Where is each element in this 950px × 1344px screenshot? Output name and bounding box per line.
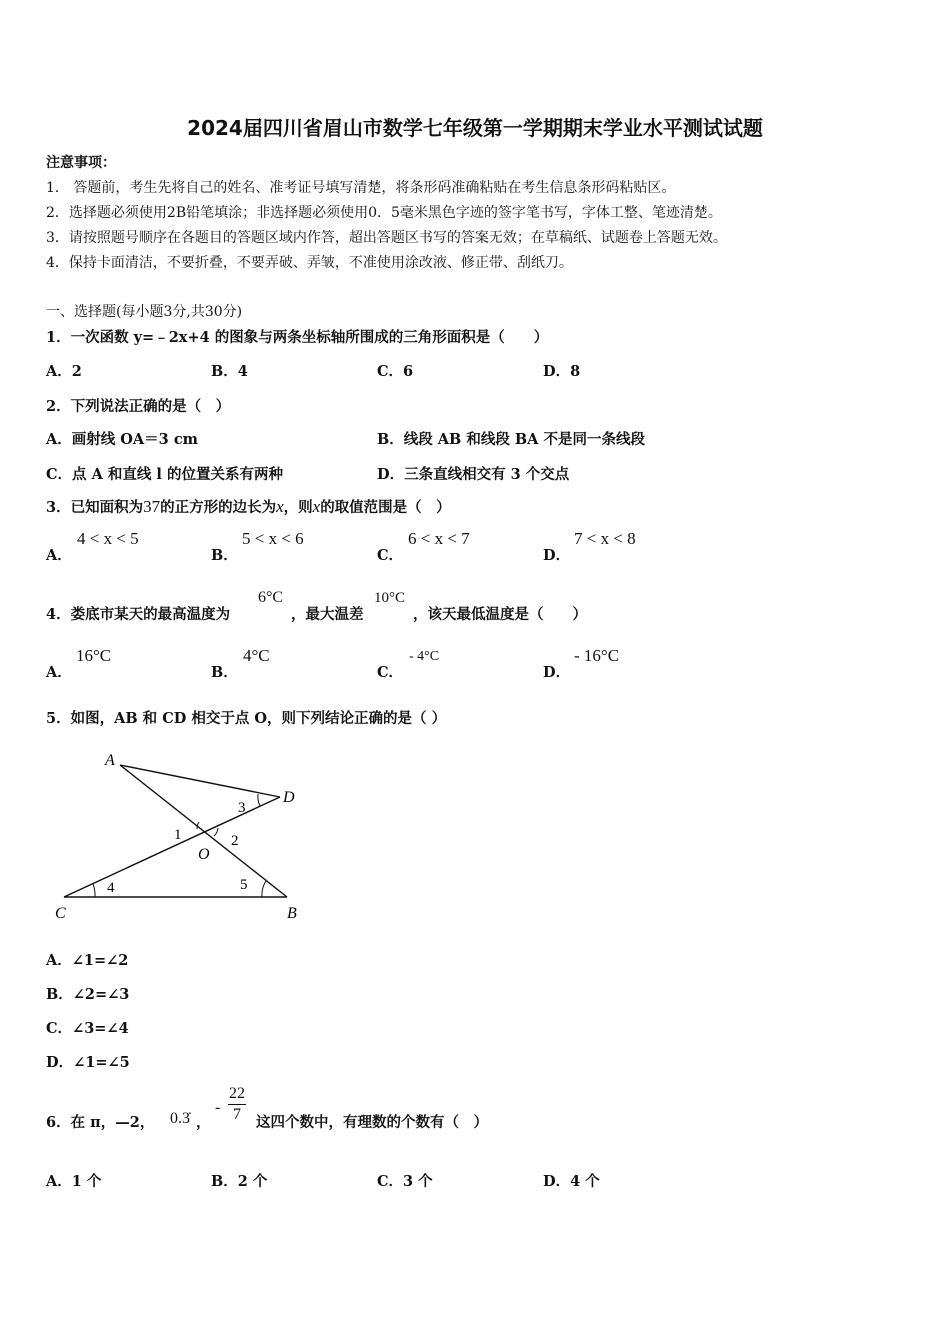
intersecting-lines-figure (50, 745, 320, 930)
label-c: C (55, 905, 66, 922)
label-o: O (198, 846, 210, 863)
q4-option-b-letter: B． (211, 664, 238, 681)
area-value: 37 (143, 497, 161, 516)
q1-option-c: C．6 (377, 363, 414, 380)
q6-option-c: C．3 个 (377, 1173, 433, 1190)
q4-temp-diff: 10°C (374, 590, 406, 606)
q1-option-d: D．8 (543, 363, 581, 380)
q3-option-a-letter: A． (46, 547, 72, 564)
question-3-stem: 3．已知面积为37的正方形的边长为x，则x的取值范围是（ ） (46, 497, 451, 516)
fraction (228, 1084, 246, 1125)
q4-option-a-letter: A． (46, 664, 72, 681)
notice-item-2: 2．选择题必须使用2B铅笔填涂；非选择题必须使用0．5毫米黑色字迹的签字笔书写，字体工整、笔迹清楚。 (46, 205, 722, 221)
q1-option-b: B．4 (211, 363, 248, 380)
angle-3-arc (258, 794, 260, 806)
segment-ad (120, 765, 280, 797)
repeating-decimal: 0.3̇ (170, 1110, 190, 1127)
label-angle-4: 4 (107, 880, 115, 896)
q3-option-c-value: 6 < x < 7 (408, 529, 470, 548)
q4-option-c-letter: C． (377, 664, 404, 681)
question-4-stem-c: ，该天最低温度是（ ） (413, 606, 587, 623)
notice-item-3: 3．请按照题号顺序在各题目的答题区域内作答，超出答题区书写的答案无效；在草稿纸、试题卷上答题无效。 (46, 230, 727, 246)
label-angle-1: 1 (174, 827, 182, 843)
segment-cd (64, 797, 280, 897)
question-2-stem: 2．下列说法正确的是（ ） (46, 398, 231, 415)
label-a: A (105, 752, 115, 769)
label-b: B (287, 905, 297, 922)
angle-5-arc (262, 881, 266, 897)
segment-ab (120, 765, 287, 897)
question-4-stem-a: 4．娄底市某天的最高温度为 (46, 606, 231, 623)
fraction-sign: - (215, 1099, 221, 1116)
q3-option-d-letter: D． (543, 547, 571, 564)
q6-option-b: B．2 个 (211, 1173, 268, 1190)
label-d: D (283, 789, 295, 806)
fraction-numerator: 22 (228, 1084, 246, 1105)
q2-option-b: B．线段 AB 和线段 BA 不是同一条线段 (377, 431, 645, 448)
angle-4-arc (93, 884, 95, 897)
q3-option-d-value: 7 < x < 8 (574, 529, 636, 548)
question-1-stem: 1．一次函数 y=﹣2x+4 的图象与两条坐标轴所围成的三角形面积是（ ） (46, 329, 549, 346)
label-angle-5: 5 (240, 877, 248, 893)
q2-option-d: D．三条直线相交有 3 个交点 (377, 466, 570, 483)
q6-option-d: D．4 个 (543, 1173, 600, 1190)
question-6-stem-a: 6．在 π，—2， (46, 1114, 155, 1131)
notice-heading: 注意事项： (46, 155, 116, 171)
angle-2-arc (214, 828, 218, 836)
question-6-stem-b: 这四个数中，有理数的个数有（ ） (256, 1114, 488, 1131)
q4-option-d-value: - 16°C (574, 646, 620, 665)
q5-option-c: C．∠3=∠4 (46, 1020, 129, 1037)
q6-option-a: A．1 个 (46, 1173, 102, 1190)
q4-option-a-value: 16°C (76, 646, 112, 665)
q3-option-b-value: 5 < x < 6 (242, 529, 304, 548)
q6-comma: ， (196, 1114, 211, 1131)
q5-option-a: A．∠1=∠2 (46, 952, 129, 969)
q4-option-c-value: - 4°C (409, 649, 440, 664)
notice-item-4: 4．保持卡面清洁，不要折叠，不要弄破、弄皱，不准使用涂改液、修正带、刮纸刀。 (46, 255, 573, 271)
notice-item-1: 1． 答题前，考生先将自己的姓名、准考证号填写清楚，将条形码准确粘贴在考生信息条形码粘贴区。 (46, 180, 676, 196)
q5-option-d: D．∠1=∠5 (46, 1054, 130, 1071)
q3-option-b-letter: B． (211, 547, 238, 564)
q1-option-a: A．2 (46, 363, 82, 380)
question-5-stem: 5．如图，AB 和 CD 相交于点 O，则下列结论正确的是（ ） (46, 710, 447, 727)
page-title: 2024届四川省眉山市数学七年级第一学期期末学业水平测试试题 (187, 116, 763, 140)
q4-option-d-letter: D． (543, 664, 571, 681)
label-angle-3: 3 (238, 800, 246, 816)
question-4-stem-b: ，最大温差 (291, 606, 364, 623)
q4-option-b-value: 4°C (243, 646, 270, 665)
q3-option-c-letter: C． (377, 547, 404, 564)
q4-high-temp: 6°C (258, 589, 284, 606)
q2-option-c: C．点 A 和直线 l 的位置关系有两种 (46, 466, 283, 483)
q5-option-b: B．∠2=∠3 (46, 986, 130, 1003)
q2-option-a: A．画射线 OA＝3 cm (46, 431, 198, 448)
fraction-denominator: 7 (233, 1106, 241, 1123)
q3-option-a-value: 4 < x < 5 (77, 529, 139, 548)
label-angle-2: 2 (231, 833, 239, 849)
section-heading: 一、选择题(每小题3分,共30分) (46, 304, 243, 320)
